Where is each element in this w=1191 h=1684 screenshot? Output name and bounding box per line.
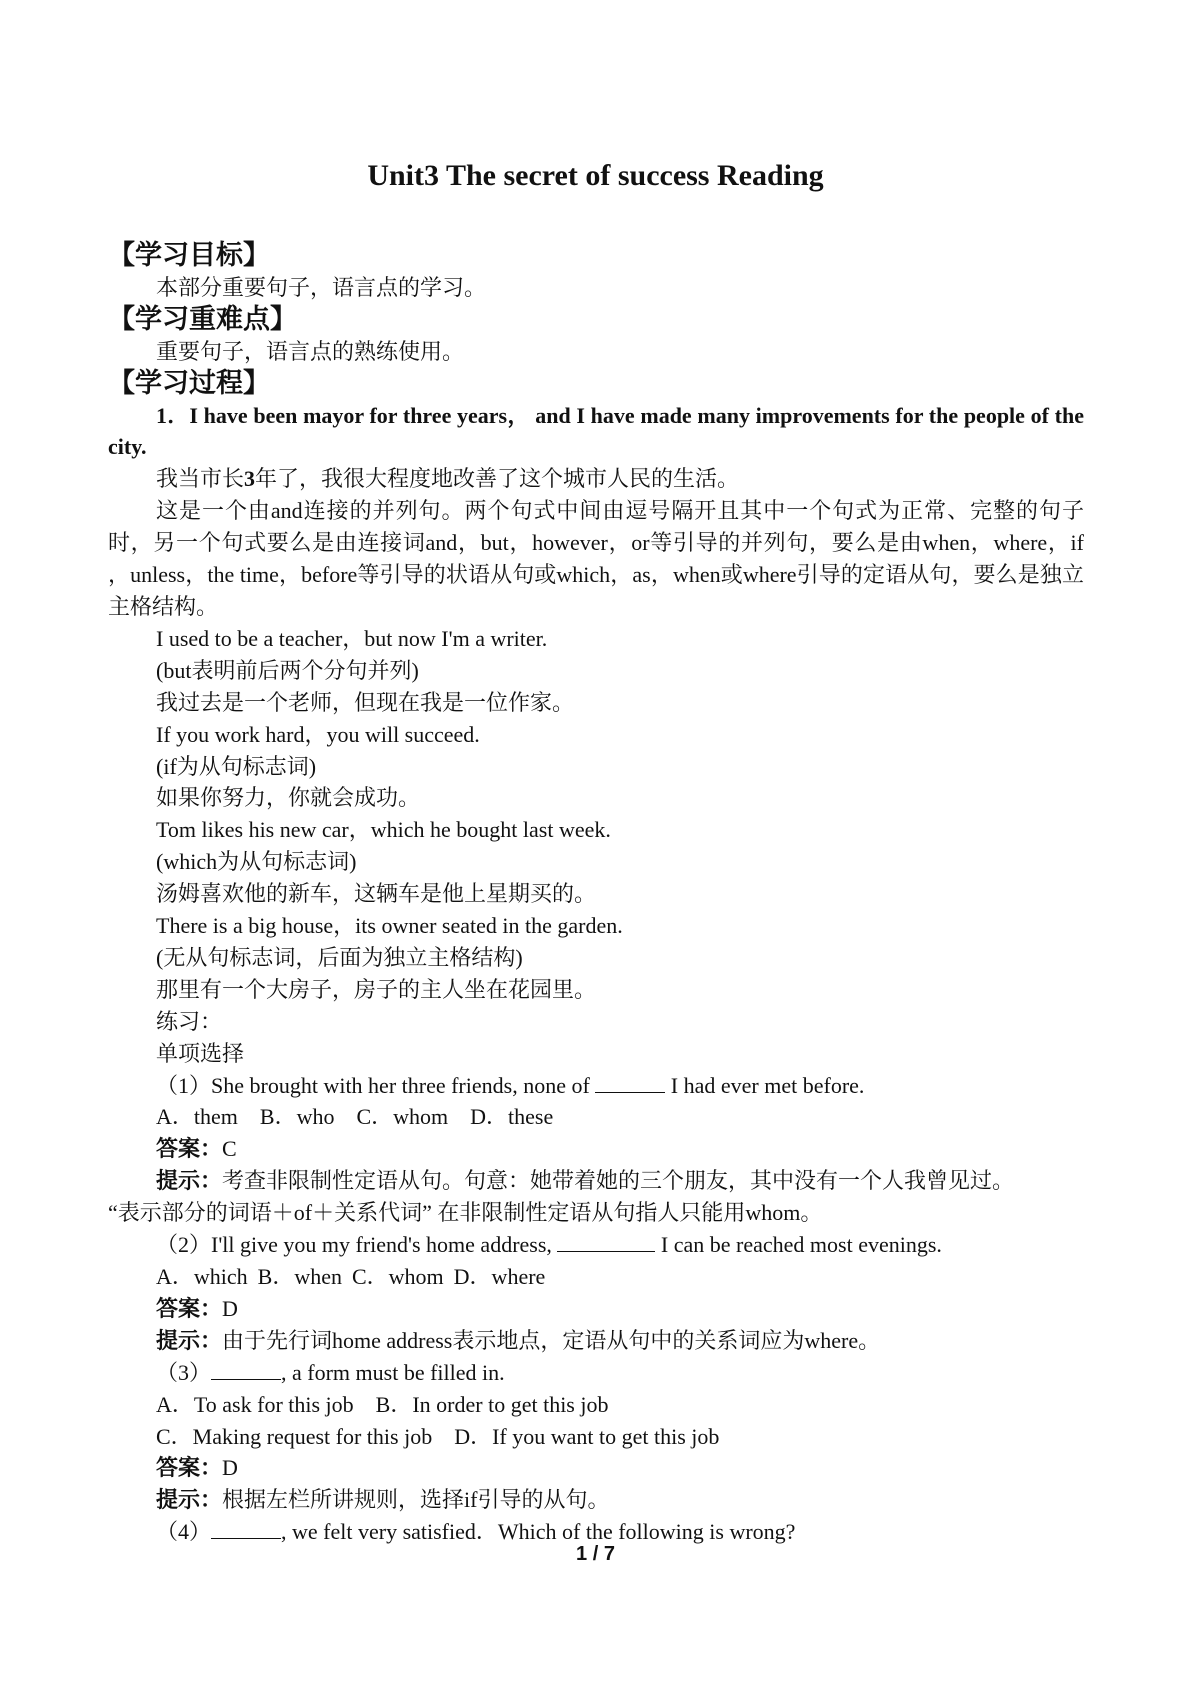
key-sentence-1: 1．I have been mayor for three years， and I have made many improvements for the people of the city. bbox=[108, 402, 1084, 460]
section-heading-focus: 【学习重难点】 bbox=[108, 303, 297, 335]
example-line: 我过去是一个老师，但现在我是一位作家。 bbox=[156, 689, 575, 715]
question-3-options-cd bbox=[108, 1421, 1084, 1453]
translation-pre: 我当市长 bbox=[156, 466, 245, 492]
answer-blank bbox=[595, 1072, 665, 1093]
option-b: B．when bbox=[257, 1264, 342, 1289]
example-line: (if为从句标志词) bbox=[156, 753, 317, 779]
hint-text: 根据左栏所讲规则，选择if引导的从句。 bbox=[222, 1487, 610, 1513]
choice-label: 单项选择 bbox=[156, 1040, 245, 1066]
question-3-stem bbox=[108, 1357, 1084, 1389]
answer-value: C bbox=[222, 1136, 237, 1162]
stem-text: （1）She brought with her three friends, none of bbox=[156, 1072, 596, 1098]
answer-label: 答案： bbox=[156, 1295, 223, 1321]
option-b: B．who bbox=[259, 1104, 335, 1130]
example-line: (but表明前后两个分句并列) bbox=[156, 657, 419, 683]
option-c: C．whom bbox=[351, 1264, 444, 1289]
example-line: 如果你努力，你就会成功。 bbox=[156, 785, 421, 811]
hint-label: 提示： bbox=[156, 1487, 223, 1513]
hint-text: 由于先行词home address表示地点，定语从句中的关系词应为where。 bbox=[222, 1327, 881, 1353]
example-line: If you work hard，you will succeed. bbox=[156, 721, 480, 747]
example-line: 那里有一个大房子，房子的主人坐在花园里。 bbox=[156, 976, 597, 1002]
question-3-answer bbox=[108, 1452, 1084, 1484]
answer-blank bbox=[211, 1518, 281, 1539]
stem-text: （2）I'll give you my friend's home address, bbox=[156, 1232, 558, 1258]
question-2-options bbox=[108, 1261, 1084, 1293]
answer-blank bbox=[211, 1359, 281, 1380]
option-b: B．In order to get this job bbox=[375, 1391, 609, 1417]
option-d: D．If you want to get this job bbox=[454, 1423, 720, 1449]
answer-blank bbox=[557, 1231, 655, 1252]
question-2-answer bbox=[108, 1293, 1084, 1325]
question-1-hint bbox=[108, 1165, 1084, 1197]
question-1-stem bbox=[108, 1070, 1084, 1102]
example-line: (无从句标志词，后面为独立主格结构) bbox=[156, 944, 523, 970]
question-2-hint bbox=[108, 1325, 1084, 1357]
option-a: A．them bbox=[156, 1104, 238, 1130]
question-3-options-ab bbox=[108, 1389, 1084, 1421]
option-a: A．which bbox=[156, 1264, 248, 1289]
stem-text: , we felt very satisfied．Which of the following is wrong? bbox=[281, 1519, 796, 1545]
goal-text: 本部分重要句子，语言点的学习。 bbox=[156, 274, 487, 300]
option-c: C．Making request for this job bbox=[156, 1423, 433, 1449]
translation-number: 3 bbox=[244, 466, 256, 492]
option-a: A．To ask for this job bbox=[156, 1391, 354, 1417]
stem-text: （4） bbox=[156, 1519, 212, 1545]
option-d: D．where bbox=[453, 1264, 546, 1289]
answer-label: 答案： bbox=[156, 1455, 223, 1481]
translation-post: 年了，我很大程度地改善了这个城市人民的生活。 bbox=[255, 466, 740, 492]
question-1-hint-continued: “表示部分的词语＋of＋关系代词” 在非限制性定语从句指人只能用whom。 bbox=[108, 1200, 823, 1226]
answer-value: D bbox=[222, 1455, 238, 1481]
page-number: 1 / 7 bbox=[576, 1543, 615, 1565]
answer-label: 答案： bbox=[156, 1136, 223, 1162]
hint-text: 考查非限制性定语从句。句意：她带着她的三个朋友，其中没有一个人我曾见过。 bbox=[222, 1168, 1015, 1194]
stem-text: I can be reached most evenings. bbox=[655, 1232, 942, 1258]
example-line: 汤姆喜欢他的新车，这辆车是他上星期买的。 bbox=[156, 881, 597, 907]
stem-text: I had ever met before. bbox=[665, 1072, 865, 1098]
practice-label: 练习： bbox=[156, 1008, 223, 1034]
option-c: C．whom bbox=[356, 1104, 449, 1130]
question-1-options bbox=[108, 1101, 1084, 1133]
example-line: (which为从句标志词) bbox=[156, 849, 357, 875]
answer-value: D bbox=[222, 1295, 238, 1321]
focus-text: 重要句子，语言点的熟练使用。 bbox=[156, 338, 465, 364]
hint-label: 提示： bbox=[156, 1327, 223, 1353]
example-line: I used to be a teacher，but now I'm a writer. bbox=[156, 625, 548, 651]
section-heading-goal: 【学习目标】 bbox=[108, 240, 270, 271]
section-heading-process: 【学习过程】 bbox=[108, 367, 270, 399]
option-d: D．these bbox=[470, 1104, 554, 1130]
question-1-answer bbox=[108, 1133, 1084, 1165]
stem-text: （3） bbox=[156, 1359, 212, 1385]
example-line: Tom likes his new car，which he bought last week. bbox=[156, 817, 611, 843]
hint-label: 提示： bbox=[156, 1168, 223, 1194]
stem-text: , a form must be filled in. bbox=[281, 1359, 505, 1385]
question-3-hint bbox=[108, 1484, 1084, 1516]
key-sentence-1-translation bbox=[108, 463, 1084, 495]
question-2-stem bbox=[108, 1229, 1084, 1261]
example-line: There is a big house，its owner seated in the garden. bbox=[156, 913, 623, 939]
page-title: Unit3 The secret of success Reading bbox=[367, 159, 824, 192]
grammar-explanation: 这是一个由and连接的并列句。两个句式中间由逗号隔开且其中一个句式为正常、完整的句子时，另一个句式要么是由连接词and，but，however，or等引导的并列句，要么是由when，where，if ，unless，the time，before等引导的状语从句或which，as，when或where引导的定语从句，要么是独立主格结构。 bbox=[108, 498, 1084, 619]
document-body bbox=[108, 240, 1084, 1548]
